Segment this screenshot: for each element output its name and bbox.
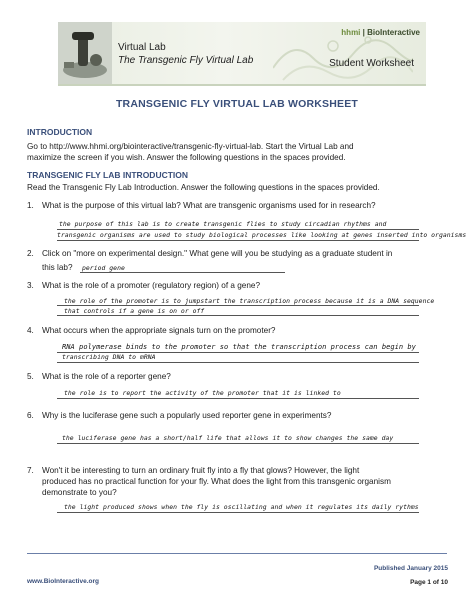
banner-lab-title: The Transgenic Fly Virtual Lab bbox=[118, 55, 254, 66]
answer-rule bbox=[57, 512, 419, 513]
question-number: 6. bbox=[27, 411, 34, 420]
banner-label: Virtual Lab bbox=[118, 42, 166, 53]
answer-line: period gene bbox=[82, 264, 125, 272]
question-text: this lab? bbox=[42, 263, 73, 272]
question-text: Why is the luciferase gene such a popularly used reporter gene in experiments? bbox=[42, 411, 332, 420]
question-number: 1. bbox=[27, 201, 34, 210]
question-text: Click on "more on experimental design." What gene will you be studying as a graduate student in bbox=[42, 249, 393, 258]
answer-line: the role is to report the activity of the promoter that it is linked to bbox=[64, 389, 341, 397]
sub-text: Read the Transgenic Fly Lab Introduction. Answer the following questions in the spaces provided. bbox=[27, 183, 380, 192]
answer-rule bbox=[57, 398, 419, 399]
intro-line-1: Go to http://www.hhmi.org/biointeractive/transgenic-fly-virtual-lab. Start the Virtual Lab and bbox=[27, 142, 354, 151]
question-text: demonstrate to you? bbox=[42, 488, 117, 497]
question-text: produced has no practical function for your fly. What does the light from this transgenic organism bbox=[42, 477, 391, 486]
answer-line: RNA polymerase binds to the promoter so that the transcription process can begin by bbox=[62, 343, 416, 351]
answer-rule bbox=[57, 362, 419, 363]
question-text: What is the role of a promoter (regulatory region) of a gene? bbox=[42, 281, 260, 290]
lab-photo bbox=[58, 22, 112, 84]
page-number: Page 1 of 10 bbox=[410, 579, 448, 586]
answer-rule bbox=[57, 443, 419, 444]
question-number: 7. bbox=[27, 466, 34, 475]
intro-heading: INTRODUCTION bbox=[27, 127, 93, 137]
answer-rule bbox=[57, 229, 419, 230]
footer-rule bbox=[27, 553, 447, 554]
answer-line: the luciferase gene has a short/half life that allows it to show changes the same day bbox=[62, 434, 394, 442]
answer-line: transgenic organisms are used to study biological processes like looking at genes inserted into organisms bbox=[57, 231, 467, 239]
question-7-cont bbox=[42, 476, 391, 487]
answer-line: transcribing DNA to mRNA bbox=[62, 353, 156, 361]
question-number: 4. bbox=[27, 326, 34, 335]
answer-line: that controls if a gene is on or off bbox=[64, 307, 205, 315]
answer-line: the purpose of this lab is to create transgenic flies to study circadian rhythms and bbox=[59, 220, 387, 228]
footer-website: www.BioInteractive.org bbox=[27, 578, 99, 585]
intro-line-2: maximize the screen if you wish. Answer the following questions in the spaces provided. bbox=[27, 153, 346, 162]
header-banner bbox=[58, 22, 426, 86]
question-text: What is the role of a reporter gene? bbox=[42, 372, 171, 381]
answer-rule bbox=[57, 240, 419, 241]
question-text: Won't it be interesting to turn an ordinary fruit fly into a fly that glows? However, the light bbox=[42, 466, 360, 475]
answer-line: the light produced shows when the fly is oscillating and when it regulates its daily rythms bbox=[64, 503, 419, 511]
question-number: 2. bbox=[27, 249, 34, 258]
question-7-cont bbox=[42, 487, 117, 498]
sub-heading: TRANSGENIC FLY LAB INTRODUCTION bbox=[27, 170, 189, 180]
question-number: 3. bbox=[27, 281, 34, 290]
answer-rule bbox=[57, 305, 419, 306]
answer-rule bbox=[57, 315, 419, 316]
doc-type: Student Worksheet bbox=[329, 58, 414, 69]
answer-line: the role of the promoter is to jumpstart the transcription process because it is a DNA sequence bbox=[64, 297, 435, 305]
brand-logo: hhmi | BioInteractive bbox=[341, 28, 420, 37]
answer-rule bbox=[80, 272, 285, 273]
question-text: What is the purpose of this virtual lab? What are transgenic organisms used for in research? bbox=[42, 201, 376, 210]
brand-hhmi: hhmi bbox=[341, 28, 361, 37]
question-number: 5. bbox=[27, 372, 34, 381]
published-date: Published January 2015 bbox=[373, 565, 448, 572]
question-text: What occurs when the appropriate signals turn on the promoter? bbox=[42, 326, 276, 335]
page-title: TRANSGENIC FLY VIRTUAL LAB WORKSHEET bbox=[115, 98, 359, 110]
question-2-cont bbox=[42, 262, 73, 273]
brand-biointeractive: BioInteractive bbox=[367, 28, 420, 37]
